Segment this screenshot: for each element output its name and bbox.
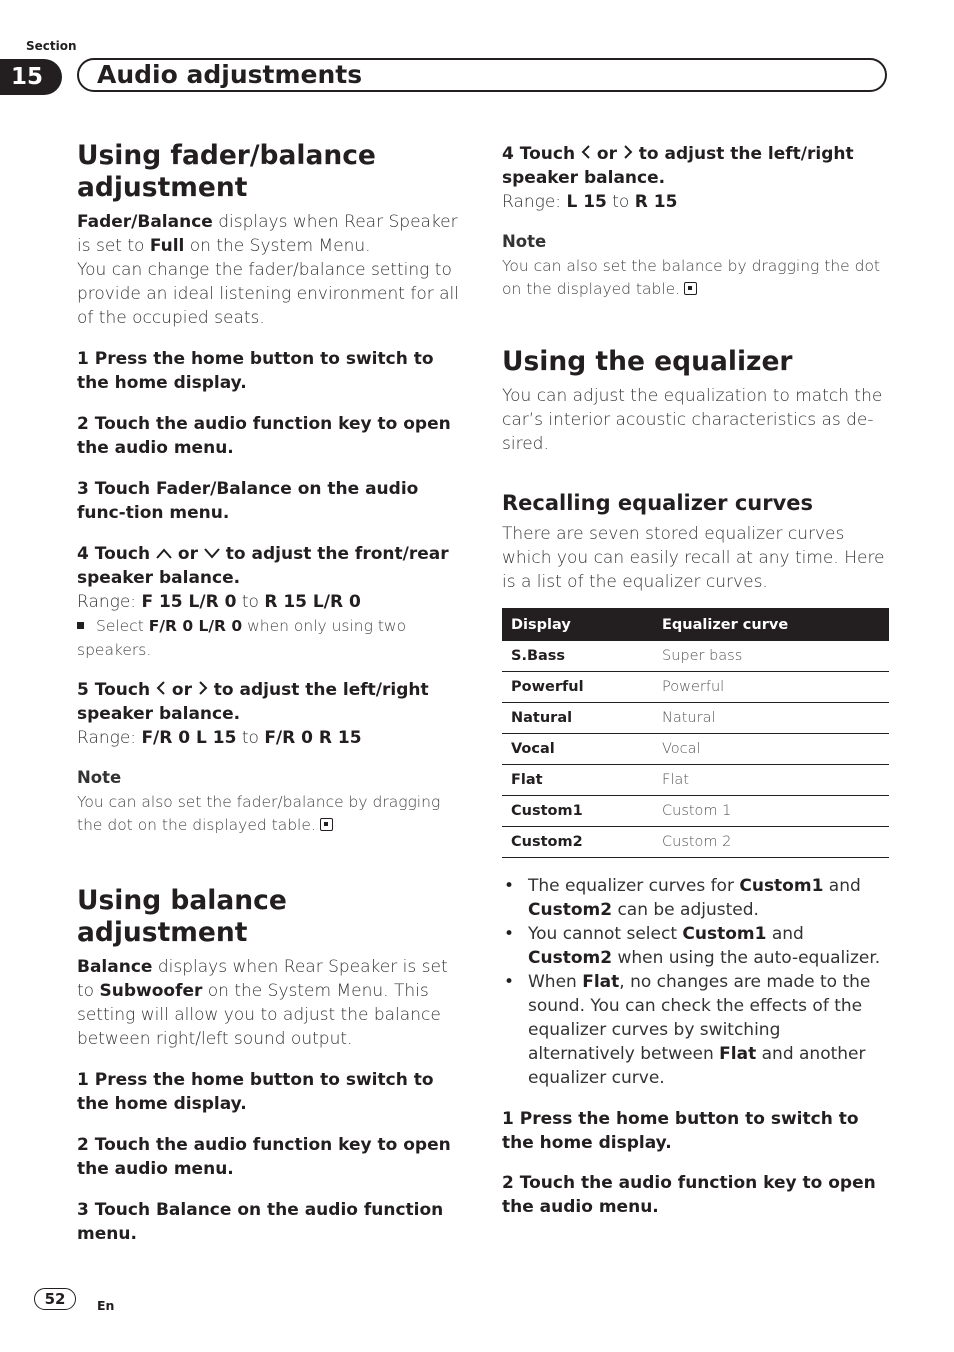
table-cell-curve: Powerful — [653, 672, 889, 703]
fader-intro: Fader/Balance displays when Rear Speaker is set to Full on the System Menu. — [77, 212, 458, 256]
table-row — [502, 765, 889, 796]
table-row — [502, 672, 889, 703]
table-cell-display: Natural — [502, 703, 653, 734]
fader-note-heading: Note — [77, 768, 122, 787]
fader-heading: Using fader/balance adjustment — [77, 140, 376, 203]
end-mark-icon — [320, 818, 333, 831]
list-item: • When Flat, no changes are made to the sound. You can check the effects of the equalizer curves by switching alternatively between Flat and another equalizer curve. — [502, 970, 890, 1090]
chevron-left-icon — [581, 145, 591, 159]
table-cell-curve: Custom 1 — [653, 796, 889, 827]
chevron-down-icon — [204, 547, 220, 559]
balance-note-heading: Note — [502, 232, 547, 251]
chevron-right-icon — [198, 681, 208, 695]
table-cell-curve: Super bass — [653, 641, 889, 672]
balance-step-3: 3 Touch Balance on the audio function menu. — [77, 1200, 444, 1244]
page-number: 52 — [34, 1288, 76, 1310]
fader-step-1: 1 Press the home button to switch to the home display. — [77, 349, 434, 393]
balance-step-4-range: Range: L 15 to R 15 — [502, 192, 678, 212]
left-column — [77, 140, 463, 1246]
equalizer-step-1: 1 Press the home button to switch to the home display. — [502, 1109, 859, 1153]
language-label: En — [97, 1298, 115, 1313]
fader-intro-2: You can change the fader/balance setting to provide an ideal listening environment for all of the occupied seats. — [77, 260, 459, 328]
table-row — [502, 734, 889, 765]
table-cell-display: Flat — [502, 765, 653, 796]
chevron-right-icon — [623, 145, 633, 159]
fader-step-5: 5 Touch or to adjust the left/right speaker balance. — [77, 680, 429, 724]
fader-step-4-bullet: Select F/R 0 L/R 0 when only using two speakers. — [77, 617, 407, 659]
equalizer-heading: Using the equalizer — [502, 346, 793, 377]
fader-note-text: You can also set the fader/balance by dragging the dot on the displayed table. — [77, 793, 441, 834]
table-cell-display: Custom2 — [502, 827, 653, 858]
table-row — [502, 703, 889, 734]
table-cell-display: Vocal — [502, 734, 653, 765]
table-cell-curve: Vocal — [653, 734, 889, 765]
table-cell-curve: Flat — [653, 765, 889, 796]
table-cell-curve: Natural — [653, 703, 889, 734]
section-number-badge: 15 — [0, 59, 62, 95]
table-header-display: Display — [502, 608, 653, 641]
fader-step-4: 4 Touch or to adjust the front/rear speaker balance. — [77, 544, 449, 588]
recall-intro: There are seven stored equalizer curves which you can easily recall at any time. Here is a list of the equalizer curves. — [502, 524, 885, 592]
chevron-up-icon — [156, 547, 172, 559]
balance-step-1: 1 Press the home button to switch to the home display. — [77, 1070, 434, 1114]
equalizer-step-2: 2 Touch the audio function key to open the audio menu. — [502, 1173, 876, 1217]
fader-step-2: 2 Touch the audio function key to open the audio menu. — [77, 414, 451, 458]
table-cell-display: S.Bass — [502, 641, 653, 672]
fader-step-4-range: Range: F 15 L/R 0 to R 15 L/R 0 — [77, 592, 361, 612]
right-column — [502, 140, 890, 1219]
equalizer-notes-list — [502, 874, 890, 1090]
equalizer-intro: You can adjust the equalization to match the car’s interior acoustic characteristics as de-sired. — [502, 386, 883, 454]
table-header-curve: Equalizer curve — [653, 608, 889, 641]
recall-heading: Recalling equalizer curves — [502, 491, 814, 515]
balance-heading: Using balance adjustment — [77, 885, 287, 948]
fader-step-5-range: Range: F/R 0 L 15 to F/R 0 R 15 — [77, 728, 362, 748]
fader-step-3: 3 Touch Fader/Balance on the audio func-tion menu. — [77, 479, 419, 523]
table-row — [502, 827, 889, 858]
square-bullet-icon — [77, 622, 84, 629]
list-item: • The equalizer curves for Custom1 and Custom2 can be adjusted. — [502, 874, 890, 922]
balance-step-4: 4 Touch or to adjust the left/right speaker balance. — [502, 144, 854, 188]
table-row — [502, 641, 889, 672]
table-cell-curve: Custom 2 — [653, 827, 889, 858]
balance-intro: Balance displays when Rear Speaker is set to Subwoofer on the System Menu. This setting will allow you to adjust the balance between right/left sound output. — [77, 957, 448, 1049]
table-cell-display: Powerful — [502, 672, 653, 703]
section-title: Audio adjustments — [97, 60, 363, 89]
balance-step-2: 2 Touch the audio function key to open the audio menu. — [77, 1135, 451, 1179]
table-row — [502, 796, 889, 827]
balance-note-text: You can also set the balance by dragging the dot on the displayed table. — [502, 257, 881, 298]
equalizer-table — [502, 608, 889, 858]
list-item: • You cannot select Custom1 and Custom2 when using the auto-equalizer. — [502, 922, 890, 970]
section-label: Section — [26, 39, 77, 53]
table-cell-display: Custom1 — [502, 796, 653, 827]
chevron-left-icon — [156, 681, 166, 695]
end-mark-icon — [684, 282, 697, 295]
table-header-row — [502, 608, 889, 641]
